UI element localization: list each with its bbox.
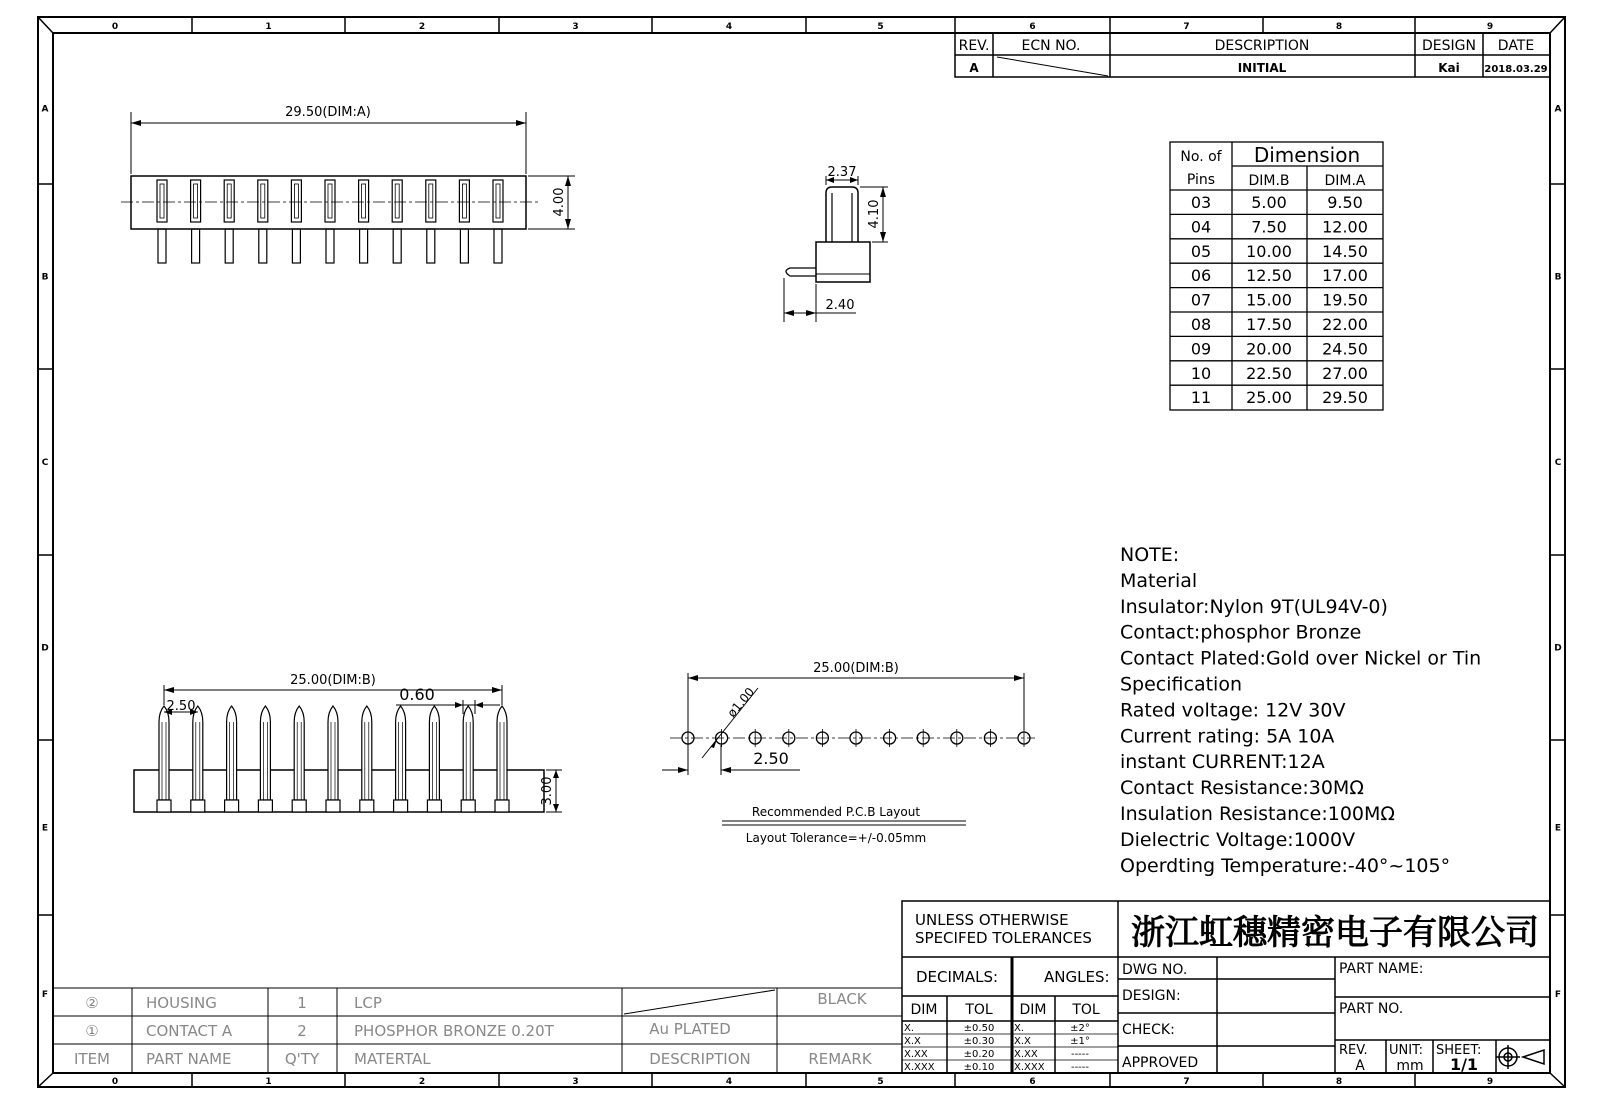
note-line: Contact Resistance:30MΩ (1120, 777, 1364, 800)
side-width-dim: 2.37 (827, 165, 857, 180)
table-pins-cell: 04 (1190, 217, 1212, 237)
zone-row-right: E (1554, 823, 1562, 834)
table-dimb-cell: 5.00 (1251, 193, 1287, 212)
top-length-dim: 29.50(DIM:A) (285, 105, 371, 120)
note-line: Specification (1120, 673, 1242, 696)
zone-col-bottom: 9 (1486, 1077, 1494, 1087)
zone-col-bottom: 2 (418, 1077, 426, 1087)
table-dimb-cell: 25.00 (1246, 388, 1292, 408)
bom-qty-cell: 1 (297, 994, 307, 1012)
front-pin-dim: 0.60 (399, 685, 435, 704)
table-dima-cell: 24.50 (1322, 339, 1368, 359)
angle-dim-header: DIM (1019, 1002, 1047, 1018)
zone-col-top: 4 (725, 22, 733, 32)
table-dima-cell: 14.50 (1322, 241, 1368, 261)
zone-col-bottom: 7 (1183, 1077, 1190, 1087)
zone-row-right: D (1554, 643, 1562, 654)
front-view-pin (157, 706, 171, 812)
bom-description-header: DESCRIPTION (649, 1050, 751, 1068)
table-pins-cell: 09 (1190, 339, 1212, 359)
design-label: DESIGN: (1122, 988, 1181, 1004)
zone-col-top: 7 (1183, 22, 1190, 32)
tolerance-line-2: SPECIFED TOLERANCES (915, 929, 1092, 947)
zone-row-left: A (41, 104, 49, 115)
zone-col-bottom: 5 (877, 1077, 884, 1087)
top-view-pin (359, 180, 369, 263)
zone-row-left: E (41, 823, 49, 834)
top-view-pin (157, 180, 167, 263)
pcb-layout-tolerance: Layout Tolerance=+/-0.05mm (745, 831, 927, 845)
pcb-layout (662, 661, 1035, 845)
pcb-pitch-dim: 2.50 (753, 749, 789, 768)
tolerance-block (911, 911, 1110, 1018)
tol-value-cell: ±0.10 (963, 1062, 995, 1073)
angle-tol-cell: ----- (1070, 1062, 1090, 1073)
front-length-dim: 25.00(DIM:B) (290, 673, 376, 688)
tol-header: TOL (965, 1002, 993, 1018)
zone-col-top: 2 (418, 22, 426, 32)
note-line: Insulation Resistance:100MΩ (1120, 803, 1395, 825)
rev-header: REV. (958, 38, 990, 54)
bom-remark-cell: BLACK (817, 990, 867, 1008)
angle-dim-cell: X. (1014, 1023, 1025, 1034)
note-line: Contact Plated:Gold over Nickel or Tin (1120, 647, 1482, 670)
side-view (784, 165, 888, 322)
angle-tol-cell: ±1° (1070, 1036, 1090, 1047)
zone-col-bottom: 1 (265, 1077, 272, 1087)
dimension-table-text (1180, 143, 1366, 189)
note-line: Dielectric Voltage:1000V (1120, 828, 1356, 851)
tolerance-line-1: UNLESS OTHERWISE (915, 911, 1069, 929)
front-view-pin (292, 706, 306, 812)
bom-item-cell: ① (85, 1022, 99, 1040)
note-line: Contact:phosphor Bronze (1120, 621, 1362, 644)
projection-symbol-icon (1496, 1045, 1544, 1069)
sheet-value: 1/1 (1449, 1055, 1479, 1074)
part-no-label: PART NO. (1339, 1001, 1404, 1017)
side-bottom-dim: 2.40 (825, 298, 855, 313)
bom-qty-header: Q'TY (284, 1050, 320, 1068)
bom-material-cell: PHOSPHOR BRONZE 0.20T (354, 1022, 554, 1040)
note-line: Rated voltage: 12V 30V (1120, 699, 1346, 722)
zone-row-right: B (1554, 272, 1562, 283)
zone-row-left: D (41, 643, 49, 654)
table-dima-cell: 29.50 (1322, 388, 1368, 408)
zone-col-bottom: 6 (1029, 1077, 1036, 1087)
front-height-dim: 3.00 (540, 776, 555, 806)
description-value: INITIAL (1237, 61, 1287, 75)
top-height-dim: 4.00 (552, 187, 567, 217)
rev-value: A (969, 61, 979, 75)
angle-dim-cell: X.XXX (1014, 1062, 1045, 1073)
front-view-pin (360, 706, 374, 812)
front-view-pin (258, 706, 272, 812)
check-label: CHECK: (1122, 1022, 1175, 1038)
bom-remark-header: REMARK (808, 1050, 872, 1068)
top-view-pin (426, 180, 436, 263)
front-view-pin (495, 706, 509, 812)
front-view-pin (394, 706, 408, 812)
dwg-no-label: DWG NO. (1122, 962, 1188, 978)
zone-row-left: B (41, 272, 49, 283)
table-pins-cell: 03 (1190, 193, 1212, 212)
bom-part-cell: HOUSING (146, 994, 217, 1012)
revision-block-text (959, 38, 1548, 75)
table-pins-cell: 06 (1190, 266, 1212, 286)
sheet-label: SHEET: (1436, 1043, 1482, 1058)
description-header: DESCRIPTION (1214, 38, 1310, 54)
angle-dim-cell: X.X (1014, 1036, 1031, 1047)
front-view-pin (191, 706, 205, 812)
bom-part-header: PART NAME (146, 1050, 232, 1068)
zone-col-top: 5 (877, 22, 884, 32)
table-pins-cell: 05 (1190, 241, 1212, 261)
zone-col-bottom: 3 (572, 1077, 579, 1087)
front-view-pin (461, 706, 475, 812)
table-dimb-cell: 10.00 (1246, 241, 1292, 261)
tol-dim-cell: X.XX (904, 1049, 928, 1060)
rev-value-title: A (1355, 1058, 1365, 1074)
pcb-layout-title: Recommended P.C.B Layout (751, 805, 921, 819)
tol-dim-cell: X. (904, 1023, 915, 1034)
table-dima-cell: 12.00 (1322, 217, 1368, 237)
front-view (134, 673, 562, 812)
pcb-length-dim: 25.00(DIM:B) (813, 661, 899, 676)
note-line: Operdting Temperature:-40°~105° (1120, 854, 1451, 877)
design-value: Kai (1438, 61, 1460, 75)
notes-block (1120, 544, 1481, 877)
approved-label: APPROVED (1122, 1055, 1199, 1071)
top-view-pin (191, 180, 201, 263)
zone-row-left: C (41, 458, 49, 468)
bom-qty-cell: 2 (297, 1022, 307, 1040)
table-dimb-cell: 17.50 (1246, 315, 1292, 334)
zone-col-top: 9 (1486, 22, 1494, 32)
table-dima-cell: 17.00 (1322, 266, 1368, 286)
table-dimb-cell: 20.00 (1246, 339, 1292, 359)
zone-col-top: 3 (572, 22, 579, 32)
table-header-dimb: DIM.B (1248, 173, 1290, 189)
front-view-pin (427, 706, 441, 812)
ecn-header: ECN NO. (1021, 38, 1081, 54)
zone-col-top: 1 (265, 22, 272, 32)
angle-tol-header: TOL (1072, 1002, 1100, 1018)
bom-part-cell: CONTACT A (146, 1022, 233, 1040)
table-header-pins: Pins (1186, 172, 1216, 188)
zone-row-right: A (1554, 104, 1562, 115)
table-dima-cell: 27.00 (1322, 363, 1368, 383)
unit-label: UNIT: (1389, 1043, 1423, 1058)
note-line: Insulator:Nylon 9T(UL94V-0) (1120, 595, 1388, 618)
zone-col-top: 0 (111, 22, 119, 32)
zone-row-right: F (1554, 990, 1562, 1000)
top-view-pin (493, 180, 503, 263)
bom-material-header: MATERTAL (354, 1050, 431, 1068)
zone-col-bottom: 0 (111, 1077, 119, 1087)
note-line: Current rating: 5A 10A (1120, 725, 1335, 748)
table-dimb-cell: 22.50 (1246, 363, 1292, 383)
company-name: 浙江虹穗精密电子有限公司 (1131, 913, 1539, 953)
front-view-pin (225, 706, 239, 812)
date-value: 2018.03.29 (1484, 64, 1548, 75)
top-view-pin (258, 180, 268, 263)
bom-header (74, 1050, 873, 1068)
table-pins-cell: 08 (1190, 315, 1212, 334)
angle-tol-cell: ----- (1070, 1049, 1090, 1060)
angles-label: ANGLES: (1044, 968, 1110, 986)
pcb-hole-dim: ø1.00 (724, 684, 758, 720)
top-view-pin (291, 180, 301, 263)
zone-col-top: 8 (1335, 22, 1343, 32)
note-line: Material (1120, 569, 1198, 592)
tol-value-cell: ±0.20 (963, 1049, 995, 1060)
table-dima-cell: 19.50 (1322, 290, 1368, 310)
date-header: DATE (1497, 38, 1535, 54)
table-header-no: No. of (1180, 149, 1222, 165)
front-pitch-dim: 2.50 (166, 699, 196, 714)
top-view-pin (325, 180, 335, 263)
note-line: instant CURRENT:12A (1120, 751, 1325, 774)
tol-dim-cell: X.XXX (904, 1062, 935, 1073)
zone-row-right: C (1554, 458, 1562, 468)
tol-value-cell: ±0.50 (963, 1023, 995, 1034)
bom-item-cell: ② (85, 994, 99, 1012)
title-block (1122, 913, 1539, 1074)
tol-dim-cell: X.X (904, 1036, 921, 1047)
front-view-pin (326, 706, 340, 812)
angle-dim-cell: X.XX (1014, 1049, 1038, 1060)
table-dima-cell: 22.00 (1322, 315, 1368, 334)
top-view-pin (224, 180, 234, 263)
zone-row-left: F (41, 990, 49, 1000)
table-header-dimension: Dimension (1253, 143, 1361, 167)
angle-tol-cell: ±2° (1070, 1023, 1090, 1034)
tol-value-cell: ±0.30 (963, 1036, 995, 1047)
zone-col-bottom: 8 (1335, 1077, 1343, 1087)
table-pins-cell: 07 (1190, 290, 1212, 310)
rev-label: REV. (1339, 1043, 1368, 1058)
dim-header: DIM (910, 1002, 938, 1018)
top-view-pin (459, 180, 469, 263)
table-dimb-cell: 12.50 (1246, 266, 1292, 286)
part-name-label: PART NAME: (1339, 961, 1424, 977)
bom-material-cell: LCP (354, 994, 382, 1012)
design-header: DESIGN (1422, 38, 1476, 54)
table-pins-cell: 10 (1190, 363, 1212, 383)
side-height-dim: 4.10 (867, 199, 882, 229)
bom-description-cell: Au PLATED (649, 1020, 731, 1038)
table-pins-cell: 11 (1190, 388, 1212, 408)
top-view (121, 105, 575, 263)
zone-col-bottom: 4 (725, 1077, 733, 1087)
top-view-pin (392, 180, 402, 263)
table-header-dima: DIM.A (1324, 173, 1366, 189)
decimals-label: DECIMALS: (916, 968, 999, 986)
unit-value: mm (1396, 1058, 1424, 1074)
table-dimb-cell: 7.50 (1251, 217, 1287, 237)
table-dima-cell: 9.50 (1327, 193, 1363, 212)
zone-col-top: 6 (1029, 22, 1036, 32)
table-dimb-cell: 15.00 (1246, 290, 1292, 310)
note-line: NOTE: (1120, 544, 1180, 566)
bom-item-header: ITEM (73, 1050, 111, 1068)
